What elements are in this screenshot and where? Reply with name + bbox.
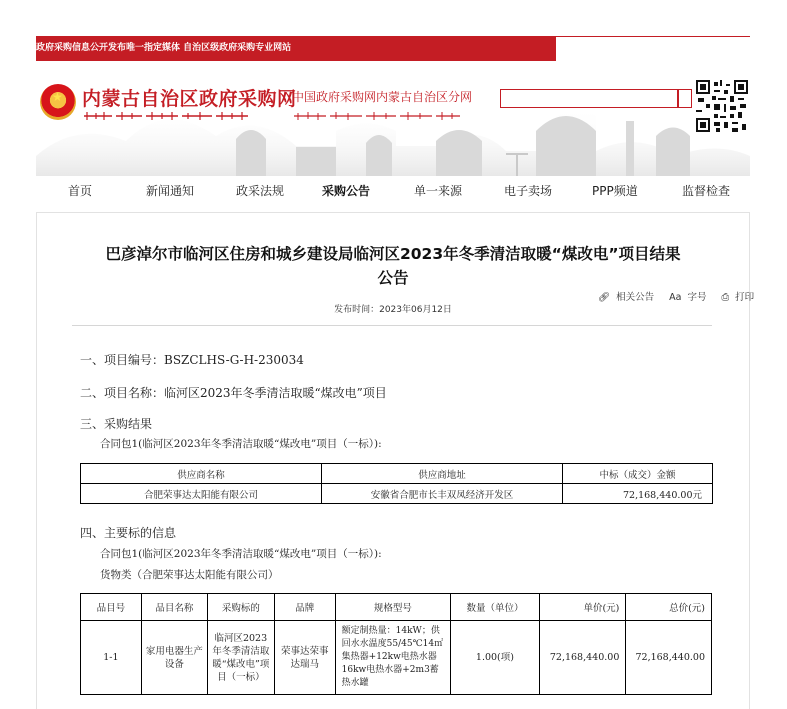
supplier-name-cell: 合肥荣事达太阳能有限公司: [81, 484, 322, 504]
title-divider: [72, 325, 712, 326]
item-number-cell: 1-1: [81, 621, 142, 695]
search-input[interactable]: [500, 89, 678, 108]
print-label: 打印: [735, 292, 755, 303]
items-category: 货物类（合肥荣事达太阳能有限公司）: [100, 569, 279, 581]
table-header-cell: 中标（成交）金额: [563, 464, 713, 484]
table-header-cell: 品目号: [81, 594, 142, 621]
mongolian-script-subtitle: [292, 110, 462, 122]
site-subtitle: 中国政府采购网内蒙古自治区分网: [292, 90, 473, 104]
related-notices-label: 相关公告: [616, 292, 655, 303]
mongolian-script-title: [82, 110, 250, 122]
table-header-cell: 供应商地址: [322, 464, 563, 484]
table-row: [81, 621, 712, 695]
quantity-cell: 1.00(项): [451, 621, 540, 695]
section-main-items-heading: 四、主要标的信息: [80, 526, 177, 540]
table-header-cell: 品目名称: [141, 594, 207, 621]
table-header-row: [81, 594, 712, 621]
table-header-cell: 品牌: [274, 594, 335, 621]
total-price-cell: 72,168,440.00: [626, 621, 712, 695]
brand-cell: 荣事达荣事达瑞马: [274, 621, 335, 695]
nav-item-ppp[interactable]: PPP频道: [592, 184, 638, 198]
qr-code-icon: [696, 80, 748, 132]
article-tools: [586, 289, 754, 303]
item-name-cell: 家用电器生产设备: [141, 621, 207, 695]
header-ticker: 政府采购信息公开发布唯一指定媒体 自治区级政府采购专业网站: [36, 36, 556, 61]
goods-table: [80, 593, 712, 695]
nav-item-news[interactable]: 新闻通知: [146, 184, 195, 198]
table-row: [81, 484, 713, 504]
main-nav: [36, 180, 750, 202]
ticker-divider: [556, 36, 750, 37]
items-contract-package: 合同包1(临河区2023年冬季清洁取暖“煤改电”项目（一标）):: [100, 548, 382, 560]
search-button[interactable]: [678, 89, 692, 108]
unit-price-cell: 72,168,440.00: [539, 621, 626, 695]
nav-item-e-mall[interactable]: 电子卖场: [504, 184, 553, 198]
procurement-subject-cell: 临河区2023年冬季清洁取暖“煤改电”项目（一标）: [207, 621, 274, 695]
nav-item-home[interactable]: 首页: [68, 184, 93, 198]
publish-date: 发布时间：2023年06月12日: [334, 305, 452, 315]
font-size-icon: Aa: [669, 292, 682, 303]
table-header-cell: 采购标的: [207, 594, 274, 621]
table-header-cell: 规格型号: [335, 594, 450, 621]
result-table: [80, 463, 713, 504]
nav-item-supervision[interactable]: 监督检查: [682, 184, 731, 198]
link-icon: 🔗︎: [598, 292, 611, 303]
supplier-address-cell: 安徽省合肥市长丰双凤经济开发区: [322, 484, 563, 504]
font-size-label: 字号: [687, 292, 707, 303]
result-contract-package: 合同包1(临河区2023年冬季清洁取暖“煤改电”项目（一标）):: [100, 438, 382, 450]
table-header-cell: 数量（单位）: [451, 594, 540, 621]
section-project-name: 二、项目名称：临河区2023年冬季清洁取暖“煤改电”项目: [80, 386, 387, 400]
specification-cell: 额定制热量：14kW；供回水水温度55/45℃14㎡集热器+12kw电热水器16kw电热水器+2m3蓄热水罐: [335, 621, 450, 695]
nav-item-regulations[interactable]: 政采法规: [236, 184, 285, 198]
font-size-button[interactable]: [663, 292, 706, 303]
table-header-cell: 供应商名称: [81, 464, 322, 484]
section-result-heading: 三、采购结果: [80, 417, 153, 431]
site-title[interactable]: 内蒙古自治区政府采购网: [82, 88, 297, 110]
print-button[interactable]: [715, 292, 754, 303]
emblem-star-icon: ★: [52, 90, 63, 104]
award-amount-cell: 72,168,440.00元: [563, 484, 713, 504]
table-header-cell: 总价(元): [626, 594, 712, 621]
nav-item-procurement-notices[interactable]: 采购公告: [322, 184, 371, 198]
table-header-cell: 单价(元): [539, 594, 626, 621]
related-notices-link[interactable]: [592, 292, 654, 303]
print-icon: ⎙: [721, 292, 730, 303]
nav-item-single-source[interactable]: 单一来源: [414, 184, 463, 198]
section-project-number: 一、项目编号：BSZCLHS-G-H-230034: [80, 353, 304, 367]
table-header-row: [81, 464, 713, 484]
notice-title: 巴彦淖尔市临河区住房和城乡建设局临河区2023年冬季清洁取暖“煤改电”项目结果公告: [105, 245, 681, 287]
